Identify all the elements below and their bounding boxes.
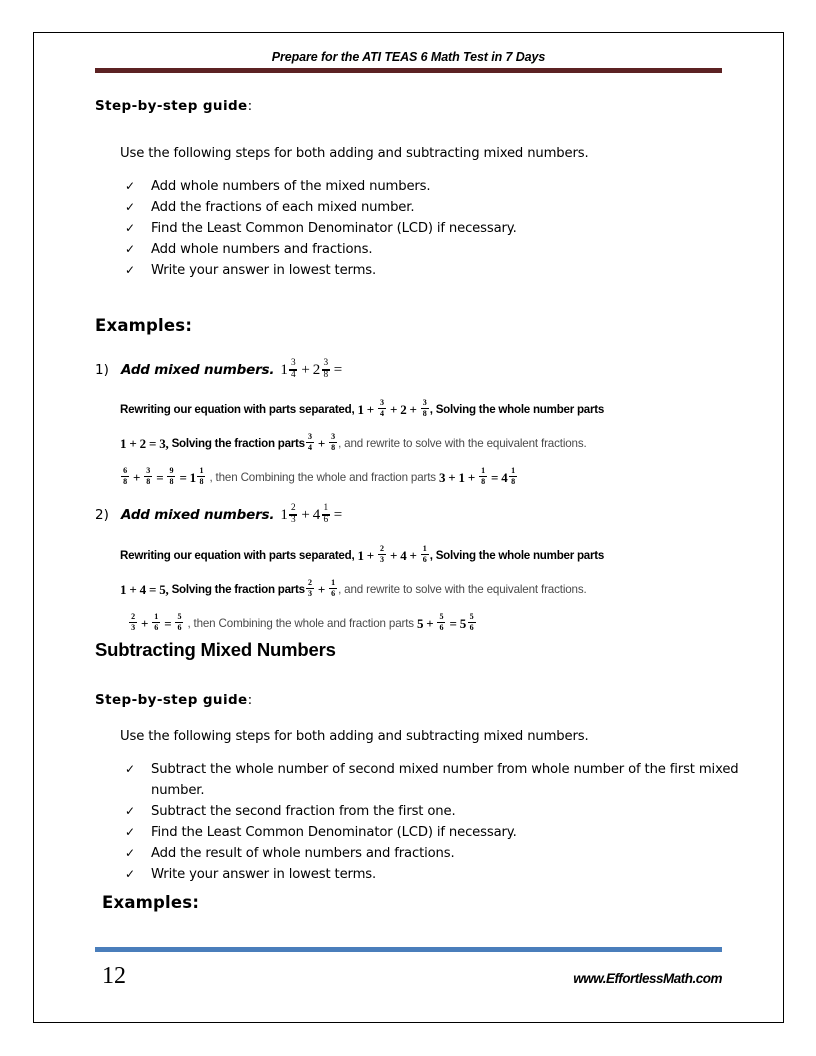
example-2-expression: 1 $\frac{2}{3}$ + 4 $\frac{1}{6}$ = xyxy=(280,503,343,526)
list-item xyxy=(123,864,723,885)
check-icon: ✓ xyxy=(125,263,135,277)
header-rule xyxy=(95,68,722,73)
list-item-label: Write your answer in lowest terms. xyxy=(151,867,377,882)
list-item xyxy=(123,759,741,801)
example-2-number: 2) xyxy=(95,507,109,524)
adding-step-guide-colon: : xyxy=(247,98,253,114)
footer-rule xyxy=(95,947,722,952)
example-2-solution-line-1: Rewriting our equation with parts separated, 1 + $\frac{2}{3}$ + 4 + $\frac{1}{6}$ , Solving the whole number parts xyxy=(120,544,605,564)
example-2-prompt: Add mixed numbers. xyxy=(121,507,275,524)
example-2-solution-line-3: $\frac{2}{3}$ + $\frac{1}{6}$ = $\frac{5}{6}$ , then Combining the whole and fraction parts 5 + $\frac{5}{6}$ = 5 $\frac{5}{6}$ xyxy=(128,614,477,633)
list-item-label: Find the Least Common Denominator (LCD) if necessary. xyxy=(151,825,517,840)
check-icon: ✓ xyxy=(125,804,135,818)
list-item xyxy=(123,801,723,822)
list-item-label: Subtract the whole number of second mixed number from whole number of the first mixed number. xyxy=(151,762,739,798)
subtracting-section-heading: Subtracting Mixed Numbers xyxy=(95,639,336,660)
check-icon: ✓ xyxy=(125,825,135,839)
check-icon: ✓ xyxy=(125,867,135,881)
check-icon: ✓ xyxy=(125,179,135,193)
check-icon: ✓ xyxy=(125,846,135,860)
list-item xyxy=(123,260,517,281)
example-1-solution-line-3: $\frac{6}{8}$ + $\frac{3}{8}$ = $\frac{9}{8}$ = 1 $\frac{1}{8}$ , then Combining the whole and fraction parts 3 + 1 + $\frac{1}{8}$ = 4 $\frac{1}{8}$ xyxy=(120,468,518,487)
list-item xyxy=(123,843,723,864)
list-item xyxy=(123,176,517,197)
list-item xyxy=(123,239,517,260)
adding-step-guide-label xyxy=(95,98,253,114)
subtracting-step-guide-text: Step-by-step guide xyxy=(95,692,248,708)
list-item-label: Find the Least Common Denominator (LCD) if necessary. xyxy=(151,221,517,236)
adding-step-guide-text: Step-by-step guide xyxy=(95,98,248,114)
example-1-solution-line-1: Rewriting our equation with parts separated, 1 + $\frac{3}{4}$ + 2 + $\frac{3}{8}$ , Solving the whole number parts xyxy=(120,398,605,418)
adding-examples-heading: Examples: xyxy=(95,316,193,335)
adding-steps-list xyxy=(123,176,517,281)
example-1-prompt-row xyxy=(95,360,345,382)
check-icon: ✓ xyxy=(125,762,135,776)
adding-intro-line: Use the following steps for both adding and subtracting mixed numbers. xyxy=(120,146,589,161)
list-item xyxy=(123,197,517,218)
example-1-number: 1) xyxy=(95,362,109,379)
list-item-label: Add whole numbers and fractions. xyxy=(151,242,373,257)
example-1-prompt: Add mixed numbers. xyxy=(121,362,275,379)
subtracting-steps-list xyxy=(123,759,739,885)
list-item-label: Add the result of whole numbers and fractions. xyxy=(151,846,455,861)
example-1-expression: 1 $\frac{3}{4}$ + 2 $\frac{3}{8}$ = xyxy=(280,358,343,381)
check-icon: ✓ xyxy=(125,200,135,214)
page-number: 12 xyxy=(102,963,126,989)
list-item xyxy=(123,218,517,239)
list-item-label: Add the fractions of each mixed number. xyxy=(151,200,415,215)
example-2-solution-line-2: 1 + 4 = 5, Solving the fraction parts $\frac{2}{3}$ + $\frac{1}{6}$ , and rewrite to solve with the equivalent fractions. xyxy=(120,578,587,598)
subtracting-examples-heading: Examples: xyxy=(102,893,200,912)
running-header-title: Prepare for the ATI TEAS 6 Math Test in 7 Days xyxy=(271,50,546,64)
check-icon: ✓ xyxy=(125,221,135,235)
subtracting-step-guide-label xyxy=(95,692,253,708)
list-item-label: Write your answer in lowest terms. xyxy=(151,263,377,278)
example-1-solution-line-2: 1 + 2 = 3, Solving the fraction parts $\frac{3}{4}$ + $\frac{3}{8}$ , and rewrite to solve with the equivalent fractions. xyxy=(120,432,587,452)
subtracting-step-guide-colon: : xyxy=(247,692,253,708)
list-item-label: Subtract the second fraction from the first one. xyxy=(151,804,456,819)
example-2-prompt-row xyxy=(95,505,345,527)
list-item xyxy=(123,822,723,843)
subtracting-intro-line: Use the following steps for both adding and subtracting mixed numbers. xyxy=(120,729,589,744)
website-link[interactable]: www.EffortlessMath.com xyxy=(573,971,722,986)
list-item-label: Add whole numbers of the mixed numbers. xyxy=(151,179,431,194)
check-icon: ✓ xyxy=(125,242,135,256)
